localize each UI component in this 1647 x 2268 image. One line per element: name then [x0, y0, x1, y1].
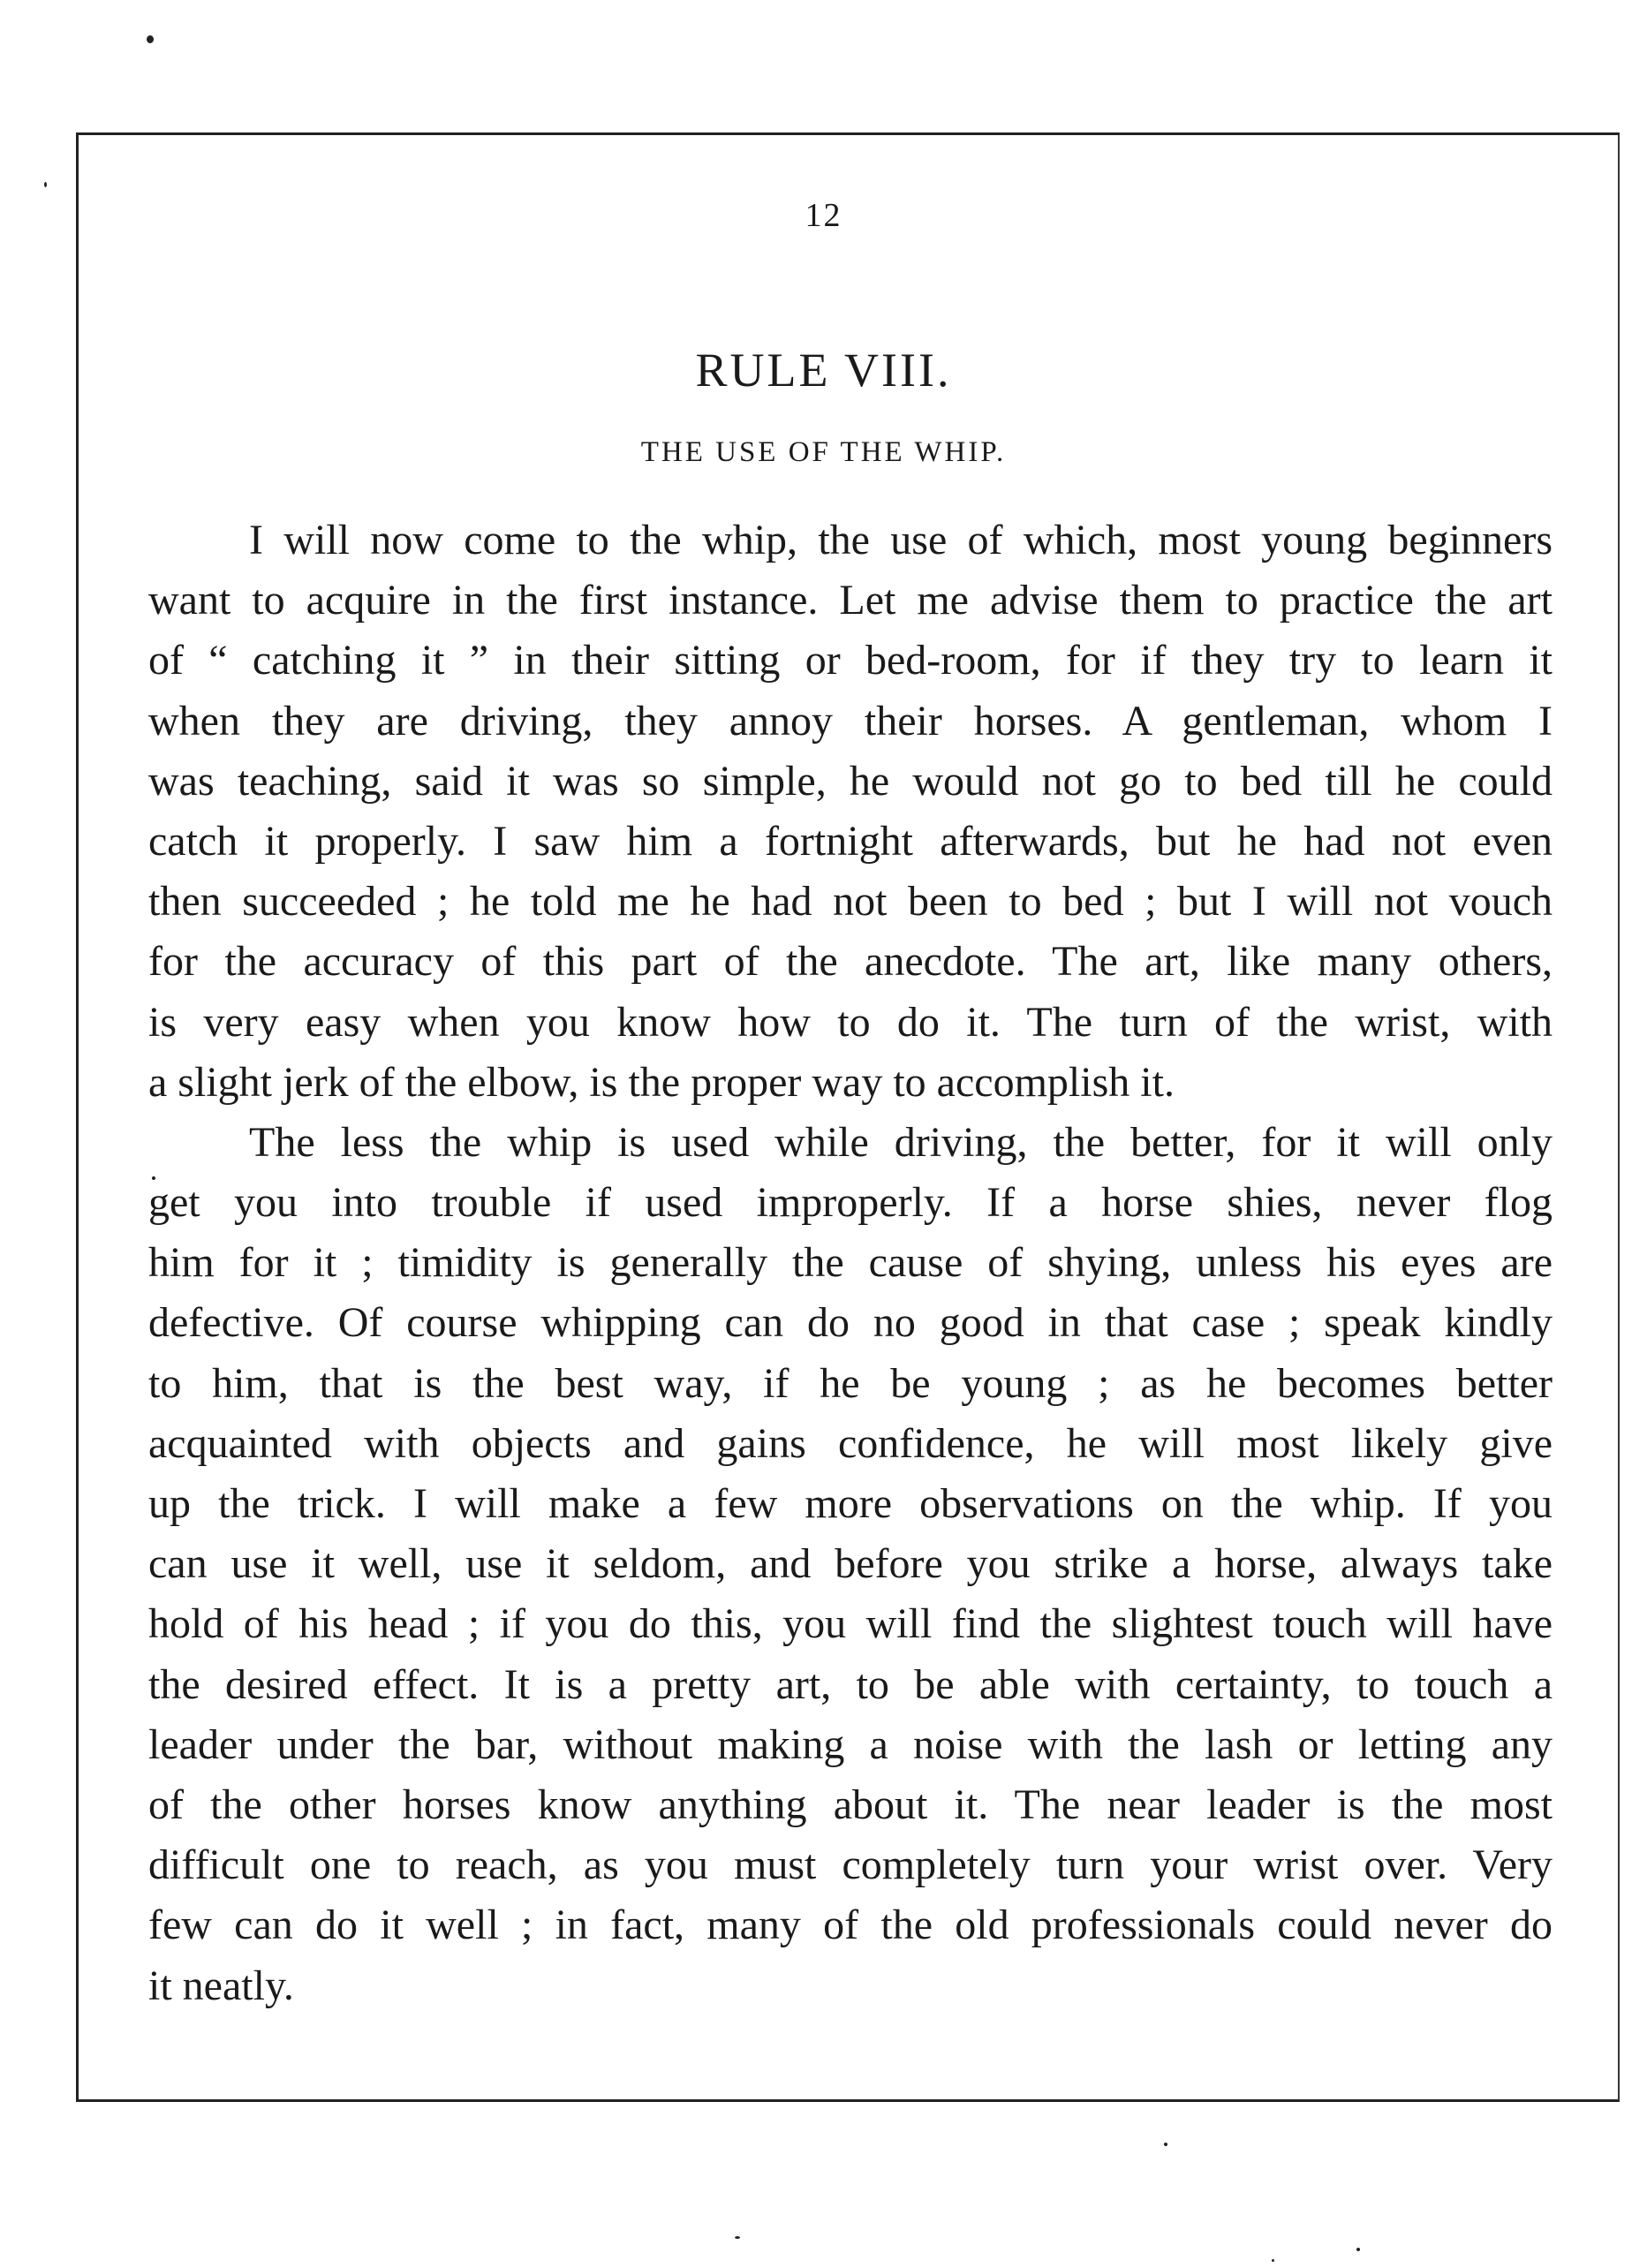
text-line: want to acquire in the first instance. Let me advise them to practice the art	[148, 577, 1553, 624]
text-line: then succeeded ; he told me he had not been to bed ; but I will not vouch	[148, 878, 1553, 926]
text-line: leader under the bar, without making a noise with the lash or letting any	[148, 1720, 1553, 1768]
text-line: few can do it well ; in fact, many of the old professionals could never do	[148, 1901, 1553, 1949]
text-line: of the other horses know anything about it. The near leader is the most	[148, 1780, 1553, 1828]
ink-speck	[735, 2236, 740, 2239]
text-line: difficult one to reach, as you must completely turn your wrist over. Very	[148, 1841, 1553, 1889]
text-line: The less the whip is used while driving, the better, for it will only	[249, 1118, 1553, 1166]
text-line: can use it well, use it seldom, and before you strike a horse, always take	[148, 1540, 1553, 1588]
ink-speck	[1272, 2259, 1274, 2262]
body-text	[148, 510, 1553, 2016]
text-line: when they are driving, they annoy their horses. A gentleman, whom I	[148, 697, 1553, 745]
text-line: acquainted with objects and gains confidence, he will most likely give	[148, 1419, 1553, 1467]
text-line: up the trick. I will make a few more observations on the whip. If you	[148, 1480, 1553, 1527]
ink-speck	[44, 182, 47, 187]
text-line: catch it properly. I saw him a fortnight afterwards, but he had not even	[148, 817, 1553, 865]
text-line: was teaching, said it was so simple, he would not go to bed till he could	[148, 757, 1553, 805]
rule-title: RULE VIII.	[695, 344, 952, 397]
text-line: I will now come to the whip, the use of which, most young beginners	[249, 517, 1553, 563]
text-line: the desired effect. It is a pretty art, to be able with certainty, to touch a	[148, 1660, 1553, 1708]
ink-speck	[1164, 2143, 1167, 2146]
page-number: 12	[805, 197, 842, 234]
text-line: of “ catching it ” in their sitting or bed-room, for if they try to learn it	[148, 637, 1553, 684]
paragraph-whip-usage	[148, 1113, 1553, 2016]
text-line: a slight jerk of the elbow, is the proper way to accomplish it.	[148, 1058, 1175, 1106]
text-line: hold of his head ; if you do this, you will find the slightest touch will have	[148, 1600, 1553, 1648]
text-line: to him, that is the best way, if he be young ; as he becomes better	[148, 1359, 1553, 1407]
text-line: it neatly.	[148, 1962, 294, 2009]
text-line: get you into trouble if used improperly. If a horse shies, never flog	[148, 1179, 1553, 1227]
paragraph-whip-catching	[148, 510, 1553, 1113]
rule-subtitle: THE USE OF THE WHIP.	[640, 436, 1007, 468]
text-line: him for it ; timidity is generally the cause of shying, unless his eyes are	[148, 1239, 1553, 1287]
text-line: defective. Of course whipping can do no good in that case ; speak kindly	[148, 1299, 1553, 1347]
ink-speck	[147, 35, 154, 43]
text-line: is very easy when you know how to do it. The turn of the wrist, with	[148, 998, 1553, 1046]
ink-speck	[1356, 2248, 1360, 2251]
text-line: for the accuracy of this part of the anecdote. The art, like many others,	[148, 938, 1553, 986]
